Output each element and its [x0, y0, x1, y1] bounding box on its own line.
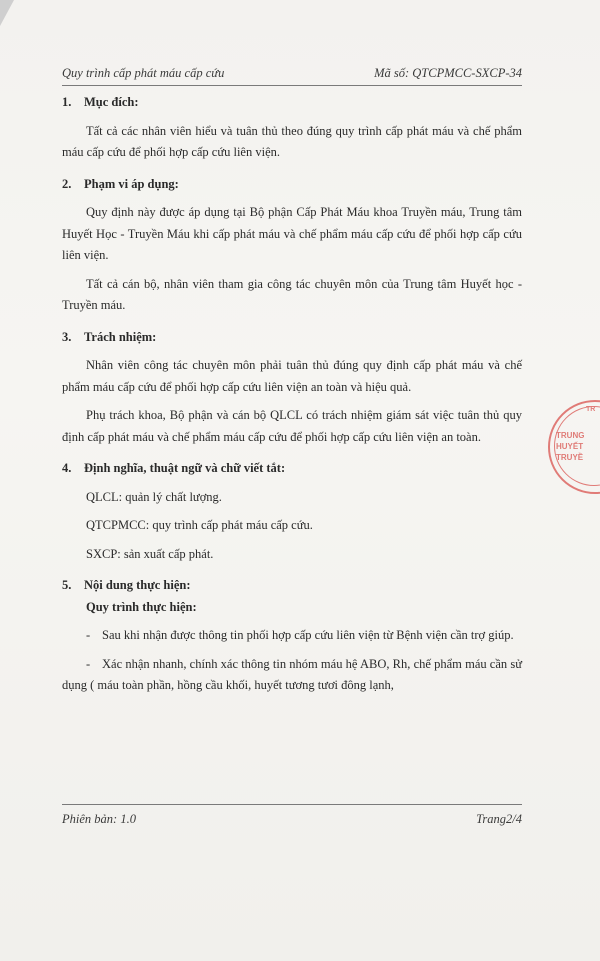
paragraph: Nhân viên công tác chuyên môn phải tuân thủ đúng quy định cấp phát máu và chế phẩm máu cấp cứu để phối hợp cấp cứu liên viện an toàn và hiệu quả.	[62, 358, 522, 394]
section-number: 5.	[62, 578, 72, 592]
section-3-heading	[62, 327, 522, 349]
official-stamp	[548, 400, 600, 494]
footer-page-number: Trang2/4	[476, 812, 522, 826]
section-title: Phạm vi áp dụng:	[84, 176, 179, 191]
document-body	[62, 92, 522, 697]
stamp-line: TRUNG	[556, 431, 585, 440]
footer-divider	[62, 804, 522, 805]
header-doc-title: Quy trình cấp phát máu cấp cứu	[62, 66, 225, 80]
section-5-heading	[62, 575, 522, 597]
subsection-title: Quy trình thực hiện:	[86, 599, 197, 614]
dash-bullet: -	[86, 628, 91, 642]
paragraph: Quy định này được áp dụng tại Bộ phận Cấp Phát Máu khoa Truyền máu, Trung tâm Huyết Học - Truyền Máu khi cấp phát máu và chế phẩm máu cấp cứu để phối hợp cấp cứu liên viện.	[62, 205, 522, 262]
bullet-item	[62, 654, 522, 697]
bullet-text: Xác nhận nhanh, chính xác thông tin nhóm máu hệ ABO, Rh, chế phẩm máu cần sử dụng ( máu toàn phần, hồng cầu khối, huyết tương tươi đông lạnh,	[62, 656, 522, 692]
bullet-text: Sau khi nhận được thông tin phối hợp cấp cứu liên viện từ Bệnh viện cần trợ giúp.	[102, 628, 514, 642]
definition-item: QTCPMCC: quy trình cấp phát máu cấp cứu.	[86, 518, 313, 532]
stamp-top-text: TR	[586, 406, 596, 413]
page-header	[62, 66, 522, 84]
section-number: 3.	[62, 329, 72, 344]
section-title: Định nghĩa, thuật ngữ và chữ viết tắt:	[84, 461, 286, 475]
section-title: Trách nhiệm:	[84, 329, 157, 344]
page-footer	[62, 812, 522, 830]
section-4-heading	[62, 458, 522, 480]
section-number: 2.	[62, 176, 72, 191]
header-divider	[62, 85, 522, 86]
stamp-line: HUYẾT	[556, 442, 584, 451]
paragraph: Tất cả cán bộ, nhân viên tham gia công tác chuyên môn của Trung tâm Huyết học - Truyền máu.	[62, 276, 522, 312]
definition-item: SXCP: sản xuất cấp phát.	[86, 546, 214, 561]
footer-version: Phiên bản: 1.0	[62, 812, 136, 826]
paragraph: Phụ trách khoa, Bộ phận và cán bộ QLCL có trách nhiệm giám sát việc tuân thủ quy định cấp phát máu và chế phẩm máu cấp cứu để phối hợp cấp cứu liên viện an toàn.	[62, 408, 522, 444]
stamp-line: TRUYỀ	[556, 453, 584, 462]
section-1-heading	[62, 92, 522, 114]
header-doc-code: Mã số: QTCPMCC-SXCP-34	[374, 66, 522, 80]
section-title: Nội dung thực hiện:	[84, 578, 191, 592]
section-number: 4.	[62, 461, 72, 475]
section-2-heading	[62, 174, 522, 196]
dash-bullet: -	[86, 656, 91, 671]
bullet-item	[62, 625, 522, 647]
section-title: Mục đích:	[84, 95, 139, 109]
definition-item: QLCL: quản lý chất lượng.	[86, 489, 222, 504]
paragraph: Tất cả các nhân viên hiểu và tuân thủ theo đúng quy trình cấp phát máu và chế phẩm máu cấp cứu để phối hợp cấp cứu liên viện.	[62, 123, 522, 159]
section-number: 1.	[62, 95, 72, 109]
page-corner	[0, 0, 14, 26]
stamp-text	[556, 430, 600, 463]
